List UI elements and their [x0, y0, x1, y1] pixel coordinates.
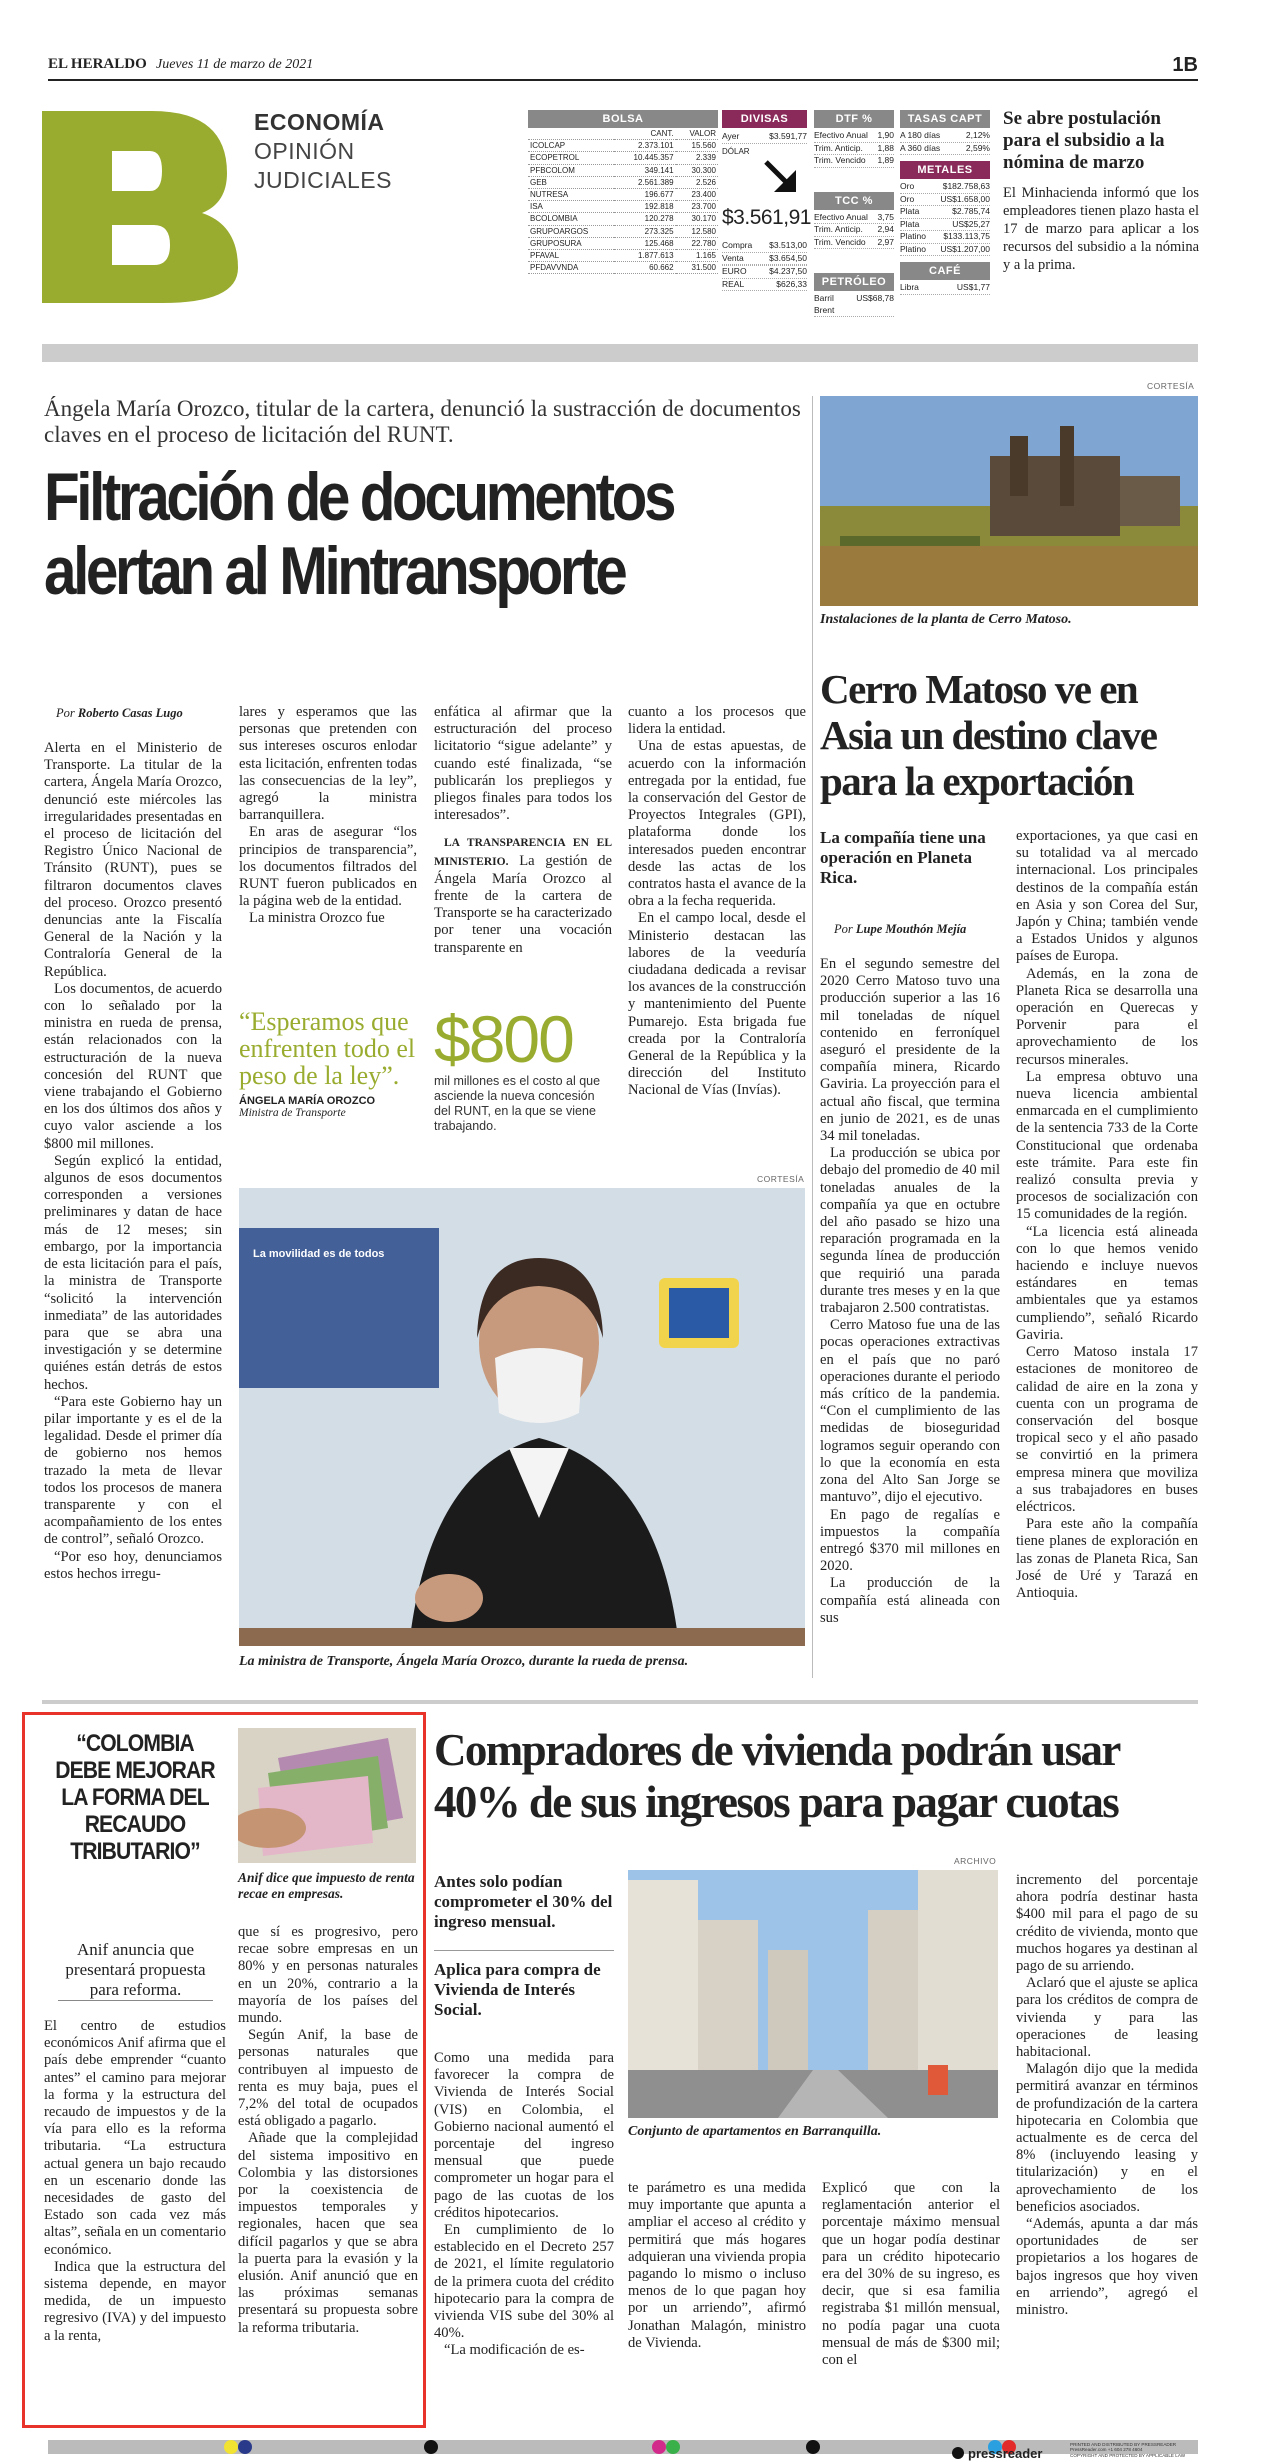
bolsa-row	[528, 189, 718, 201]
petroleo-title: PETRÓLEO	[814, 273, 894, 291]
page-number: 1B	[1172, 54, 1198, 76]
bolsa-cell: 1.165	[676, 250, 718, 262]
dtf-title: DTF %	[814, 110, 894, 128]
market-value: $2.785,74	[952, 206, 990, 216]
bolsa-cell: PFBCOLOM	[528, 164, 614, 176]
paragraph: Para este año la compañía tiene planes de exploración en las zonas de Planeta Rica, San José de Uré y Tarazá en Antioquia.	[1016, 1516, 1198, 1601]
bolsa-row	[528, 262, 718, 274]
market-label: Oro	[900, 181, 915, 191]
paragraph: En pago de regalías e impuestos la compañía entregó $370 mil millones en 2020.	[820, 1506, 1000, 1575]
money-photo-caption: Anif dice que impuesto de renta recae en empresas.	[238, 1870, 415, 1901]
vivienda-bullet1: Antes solo podían comprometer el 30% del ingreso mensual.	[434, 1872, 613, 1931]
paragraph: “La modificación de es-	[444, 2342, 585, 2359]
vivienda-col1	[434, 2050, 614, 2360]
bolsa-cell: 2.526	[676, 176, 718, 188]
divisas-title: DIVISAS	[722, 110, 807, 128]
pull-quote	[239, 1008, 429, 1119]
bolsa-cell: 31.500	[676, 262, 718, 274]
bolsa-cell: 192.818	[614, 201, 675, 213]
paragraph: En cumplimiento de lo establecido en el Decreto 257 de 2021, el límite regulatorio de la primera cuota del crédito hipotecario para la compra de vivienda VIS sube del 30% al 40%.	[434, 2222, 614, 2342]
bolsa-cell: PFDAVVNDA	[528, 262, 614, 274]
tcc-title: TCC %	[814, 192, 894, 210]
dtf-rows	[814, 130, 894, 168]
lead-kicker: Ángela María Orozco, titular de la cartera, denunció la sustracción de documentos claves en el proceso de licitación del RUNT.	[44, 396, 801, 447]
bolsa-cell: GRUPOARGOS	[528, 225, 614, 237]
market-label: Trim. Vencido	[814, 236, 866, 247]
lead-col3b: La gestión de Ángela María Orozco al frente de la cartera de Transporte se ha caracterizado por tener una vocación transparente en	[434, 852, 612, 956]
paragraph: Además, en la zona de Planeta Rica se desarrolla una operación en Querecas y Porvenir para el aprovechamiento de los recursos minerales.	[1016, 965, 1198, 1068]
paragraph: “Por eso hoy, denunciamos estos hechos irregu-	[44, 1548, 222, 1582]
paragraph: En el campo local, desde el Ministerio destacan las labores de la veeduría ciudadana dedicada a revisar los avances de la construcción y mantenimiento del Puente Pumarejo. Esta brigada fue creada por la Contraloría General de la República y la dirección del Instituto Nacional de Vías (Invías).	[628, 910, 806, 1099]
paragraph: La producción de la compañía está alineada con sus	[820, 1575, 1000, 1626]
market-label: Libra	[900, 282, 919, 292]
paragraph: En aras de asegurar “los principios de transparencia”, los documentos filtrados del RUNT fueron publicados en la página web de la entidad.	[239, 824, 417, 910]
market-row	[900, 231, 990, 244]
bolsa-row	[528, 213, 718, 225]
market-value: 2,97	[877, 236, 894, 247]
anif-col2	[238, 1924, 418, 2337]
bolsa-cell: 23.700	[676, 201, 718, 213]
market-value: 1,90	[877, 130, 894, 140]
paragraph: “Para este Gobierno hay un pilar importante y es el de la legalidad. Desde el primer día de gobierno nos hemos trazado la meta de llevar todos los procesos de manera transparente y con el acompañamiento de los entes de control”, señaló Orozco.	[44, 1393, 222, 1548]
paragraph: En el segundo semestre del 2020 Cerro Matoso tuvo una producción superior a las 16 mil toneladas de níquel contenido en ferroníquel aseguró el presidente de la compañía minera, Ricardo Gaviria. La proyección para el actual año fiscal, que termina en junio de 2021, es de unas 34 mil toneladas.	[820, 956, 1000, 1145]
bolsa-cell: 23.400	[676, 189, 718, 201]
bolsa-cell: ECOPETROL	[528, 152, 614, 164]
cerro-photo-credit: CORTESÍA	[1147, 381, 1195, 391]
market-value: 1,89	[877, 155, 894, 165]
bolsa-table	[528, 110, 718, 274]
bolsa-row	[528, 250, 718, 262]
section-economia: ECONOMÍA	[254, 109, 385, 135]
bolsa-cell: 196.677	[614, 189, 675, 201]
cerro-col2	[1016, 828, 1198, 1602]
market-value: $133.113,75	[943, 231, 990, 241]
paragraph: La producción se ubica por debajo del promedio de 40 mil toneladas anuales de la compañía ya que en octubre del año pasado se hizo una reparación programada en la segunda línea de producción que requirió una parada durante tres meses y en la que trabajaron 2.500 contratistas.	[820, 1145, 1000, 1317]
tcc-rows	[814, 212, 894, 250]
market-label: A 360 días	[900, 142, 941, 153]
lead-col1	[44, 740, 222, 1583]
bolsa-cell: GRUPOSURA	[528, 237, 614, 249]
paragraph: cuanto a los procesos que lidera la entidad.	[628, 704, 806, 738]
market-row	[814, 130, 894, 143]
vivienda-headline: Compradores de vivienda podrán usar 40% de sus ingresos para pagar cuotas	[434, 1725, 1119, 1827]
cerro-photo-caption: Instalaciones de la planta de Cerro Matoso.	[820, 612, 1072, 627]
paragraph: Explicó que con la reglamentación anterior el porcentaje máximo mensual que un hogar podía destinar para un crédito hipotecario era del 30% de su ingreso, es decir, que si esa familia registraba $1 millón mensual, no podía pagar una cuota mensual de más de $300 mil; con el	[822, 2180, 1000, 2369]
bullet-rule	[434, 1950, 614, 1951]
market-value: US$1,77	[956, 282, 990, 292]
bolsa-cell: ICOLCAP	[528, 140, 614, 152]
bolsa-cell: PFAVAL	[528, 250, 614, 262]
bolsa-col-header: VALOR	[676, 128, 718, 140]
market-label: Efectivo Anual	[814, 130, 868, 140]
market-value: $4.237,50	[769, 266, 807, 276]
market-row	[814, 224, 894, 237]
lead-photo-caption: La ministra de Transporte, Ángela María Orozco, durante la rueda de prensa.	[239, 1654, 689, 1669]
bolsa-cell: 1.877.613	[614, 250, 675, 262]
vivienda-bullet2: Aplica para compra de Vivienda de Interés Social.	[434, 1960, 601, 2019]
bolsa-row	[528, 201, 718, 213]
tasas-box	[900, 110, 990, 295]
market-value: 1,88	[877, 142, 894, 153]
lead-col2	[239, 704, 417, 928]
cerro-col1	[820, 956, 1000, 1627]
dolar-big: $3.561,91	[722, 206, 811, 229]
market-value: US$68,78	[856, 293, 894, 303]
market-label: Compra	[722, 240, 753, 250]
market-row	[814, 212, 894, 225]
apartments-photo	[628, 1870, 998, 2118]
lead-headline-line1: Filtración de documentos	[44, 459, 674, 535]
market-value: US$25,27	[952, 218, 990, 229]
cafe-rows	[900, 282, 990, 295]
section-divider	[42, 344, 1198, 362]
paragraph: incremento del porcentaje ahora podría destinar hasta $400 mil para el pago de su crédito de vivienda, monto que muchos hogares ya destinan al pago de su arriendo.	[1016, 1872, 1198, 1975]
paragraph: Malagón dijo que la medida permitirá avanzar en términos de profundización de la cartera hipotecaria en Colombia que actualmente es de cerca del 8% (incluyendo leasing y titularización) y en el aprovechamiento de los beneficios asociados.	[1016, 2061, 1198, 2215]
market-row	[900, 181, 990, 194]
petroleo-rows	[814, 293, 894, 317]
market-value: $182.758,63	[942, 181, 990, 191]
divisas-box	[722, 110, 811, 289]
bolsa-cell: GEB	[528, 176, 614, 188]
section-list	[254, 108, 392, 195]
lead-headline-line2: alertan al Mintransporte	[44, 533, 625, 609]
cerro-byline-pre: Por	[834, 922, 853, 936]
lead-byline-pre: Por	[56, 706, 75, 720]
brief-headline: Se abre postulación para el subsidio a la nómina de marzo	[1003, 108, 1165, 173]
vivienda-col3	[822, 2180, 1000, 2369]
market-value: 2,59%	[965, 142, 990, 153]
market-label: Platino	[900, 243, 926, 254]
metales-title: METALES	[900, 161, 990, 179]
paragraph: “Además, apunta a dar más oportunidades de ser propietarios a los hogares de bajos ingresos que hoy viven en arriendo”, agregó el ministro.	[1016, 2216, 1198, 2319]
pressreader-brand: pressreader	[968, 2445, 1043, 2461]
market-row	[900, 206, 990, 219]
paragraph: “La licencia está alineada con lo que hemos venido haciendo e incluye nuevos estándares en temas ambientales que ya estamos cumpliendo”, señaló Ricardo Gaviria.	[1016, 1223, 1198, 1343]
market-row	[722, 266, 807, 279]
photo-screen-text: La movilidad es de todos	[253, 1248, 385, 1260]
market-label: Efectivo Anual	[814, 211, 868, 222]
paragraph: Una de estas apuestas, de acuerdo con la información entregada por la entidad, fue la conservación del Gestor de Proyectos Integrales (GPI), plataforma donde los interesados pueden encontrar desde las actas de los contratos hasta el avance de la obra a la fecha requerida.	[628, 738, 806, 910]
market-label: Trim. Vencido	[814, 155, 866, 165]
bolsa-col-header: CANT.	[614, 128, 675, 140]
paragraph: Indica que la estructura del sistema depende, en mayor medida, de un impuesto regresivo (IVA) y del impuesto a la renta,	[44, 2258, 226, 2344]
tasas-title: TASAS CAPT	[900, 110, 990, 128]
pull-quote-name: ÁNGELA MARÍA OROZCO	[239, 1095, 376, 1107]
bolsa-cell: 12.580	[676, 225, 718, 237]
bolsa-cell: 120.278	[614, 213, 675, 225]
ayer-value: $3.591,77	[769, 131, 807, 141]
lower-divider	[42, 1700, 1198, 1704]
reg-dot-magenta	[652, 2440, 666, 2454]
bolsa-cell: 2.561.389	[614, 176, 675, 188]
pressreader-icon	[952, 2447, 964, 2459]
market-label: Trim. Anticip.	[814, 224, 863, 234]
section-judiciales: JUDICIALES	[254, 167, 392, 193]
reg-dot-green	[666, 2440, 680, 2454]
bolsa-cell: NUTRESA	[528, 189, 614, 201]
anif-deck: Anif anuncia que presentará propuesta para reforma.	[65, 1940, 206, 1999]
market-row	[814, 293, 894, 317]
anif-deck-rule	[58, 2000, 213, 2001]
cerro-deck: La compañía tiene una operación en Planeta Rica.	[820, 828, 986, 887]
paragraph: enfática al afirmar que la estructuración del proceso licitatorio “sigue adelante” y cuando esté finalizada, “se publicarán los prepliegos y pliegos finales para todos los interesados”.	[434, 704, 612, 824]
plant-photo	[820, 396, 1198, 606]
market-row	[900, 130, 990, 143]
bolsa-cell: 30.170	[676, 213, 718, 225]
bolsa-cell: 22.780	[676, 237, 718, 249]
market-row	[814, 143, 894, 156]
market-label: Plata	[900, 206, 920, 216]
market-label: Venta	[722, 252, 744, 263]
bolsa-cell: 349.141	[614, 164, 675, 176]
bolsa-cell: 60.662	[614, 262, 675, 274]
bolsa-col-header	[528, 128, 614, 140]
cafe-title: CAFÉ	[900, 262, 990, 280]
dtf-box	[814, 110, 894, 317]
paragraph: Cerro Matoso fue una de las pocas operaciones extractivas en el país que no paró operaciones durante el periodo más crítico de la pandemia. “Con el cumplimiento de las medidas de bioseguridad logramos seguir operando con lo que la economía en esta zona del Alto San Jorge se mantuvo”, dijo el ejecutivo.	[820, 1317, 1000, 1506]
ayer-label: Ayer	[722, 131, 740, 141]
reg-dot-yellow	[224, 2440, 238, 2454]
bolsa-cell: 273.325	[614, 225, 675, 237]
market-value: $3.513,00	[769, 240, 807, 250]
bolsa-row	[528, 140, 718, 152]
market-row	[900, 219, 990, 232]
market-row	[900, 282, 990, 295]
paragraph: Como una medida para favorecer la compra de Vivienda de Interés Social (VIS) en Colombia, el Gobierno nacional aumentó el porcentaje del ingreso mensual que puede comprometer un hogar para el pago de las cuotas de los créditos hipotecarios.	[434, 2050, 614, 2221]
pull-quote-role: Ministra de Transporte	[239, 1107, 346, 1119]
metales-rows	[900, 181, 990, 256]
paragraph: Los documentos, de acuerdo con lo señalado por la ministra en rueda de prensa, están relacionados con la estructuración de la nueva concesión del RUNT que viene trabajando el Gobierno en los dos últimos dos años y cuyo valor asciende a los $800 mil millones.	[44, 980, 222, 1152]
paragraph: Alerta en el Ministerio de Transporte. La titular de la cartera, Ángela María Orozco, denunció este miércoles las irregularidades presentadas en el proceso de licitación del Registro Único Nacional de Tránsito (RUNT), pues se filtraron documentos claves del proceso. Orozco presentó denuncias ante la Fiscalía General de la Nación y la Contraloría General de la República.	[44, 740, 222, 980]
paragraph: La empresa obtuvo una nueva licencia ambiental enmarcada en el cumplimiento de la sentencia 733 de la Corte Constitucional que ordenaba este trámite. Para este fin realizó consulta previa y procesos de socialización con 15 comunidades de la región.	[1016, 1068, 1198, 1223]
market-row	[900, 194, 990, 207]
bolsa-cell: 15.560	[676, 140, 718, 152]
brief	[1003, 108, 1199, 274]
vivienda-col4	[1016, 1872, 1198, 2319]
market-value: 3,75	[877, 211, 894, 222]
pull-quote-text: “Esperamos que enfrenten todo el peso de la ley”.	[239, 1007, 416, 1090]
pressreader-logo	[952, 2445, 1042, 2461]
section-letter	[42, 103, 242, 303]
paragraph: Según explicó la entidad, algunos de esos documentos corresponden a versiones preliminares y datan de hace más de 12 meses; sin embargo, por la importancia de esta licitación para el país, la ministra de Transporte “solicitó la intervención inmediata” de las autoridades para que se abra una investigación y se determine quiénes están detrás de estos hechos.	[44, 1152, 222, 1393]
market-row	[814, 237, 894, 250]
bolsa-cell: ISA	[528, 201, 614, 213]
market-row	[722, 240, 807, 253]
bolsa-row	[528, 237, 718, 249]
paragraph: exportaciones, ya que casi en su totalidad va al mercado internacional. Los principales destinos de la compañía están en Asia y son Corea del Sur, Japón y China; también vende a Estados Unidos y algunos países de Europa.	[1016, 828, 1198, 965]
bolsa-row	[528, 164, 718, 176]
paragraph: Aclaró que el ajuste se aplica para los créditos de compra de vivienda y para las operaciones de leasing habitacional.	[1016, 1975, 1198, 2061]
lead-col3	[434, 704, 612, 957]
bolsa-cell: 125.468	[614, 237, 675, 249]
tasas-rows	[900, 130, 990, 155]
cerro-headline: Cerro Matoso ve en Asia un destino clave para la exportación	[820, 666, 1157, 804]
bolsa-cell: 2.373.101	[614, 140, 675, 152]
masthead	[48, 56, 1198, 80]
fine-1: PRINTED AND DISTRIBUTED BY PRESSREADER	[1070, 2442, 1177, 2447]
fine-2: PressReader.com +1 604 278 4604	[1070, 2447, 1143, 2453]
paragraph: La ministra Orozco fue	[249, 910, 385, 927]
lead-byline	[56, 706, 183, 721]
market-value: 2,12%	[965, 130, 990, 140]
market-label: Plata	[900, 218, 920, 229]
lead-col3-sub: LA TRANSPARENCIA EN EL MINISTERIO.	[434, 837, 612, 868]
money-photo	[238, 1728, 416, 1863]
market-row	[814, 155, 894, 168]
bolsa-cell: 30.300	[676, 164, 718, 176]
market-label: A 180 días	[900, 130, 941, 140]
market-value: US$1.658,00	[940, 193, 990, 204]
market-label: Oro	[900, 193, 915, 204]
paper-name: EL HERALDO	[48, 56, 147, 72]
figure-callout	[434, 1004, 614, 1134]
market-label: Trim. Anticip.	[814, 142, 863, 153]
cerro-byline-name: Lupe Mouthón Mejía	[855, 922, 967, 936]
dolar-label: DÓLAR	[722, 146, 750, 156]
market-row	[722, 253, 807, 266]
bolsa-cell: 2.339	[676, 152, 718, 164]
apartments-photo-caption: Conjunto de apartamentos en Barranquilla.	[628, 2124, 882, 2139]
arrow-down-icon	[762, 158, 802, 198]
section-opinion: OPINIÓN	[254, 138, 355, 164]
paragraph: te parámetro es una medida muy importante que apunta a ampliar el acceso al crédito y permitirá que más hogares adquieran una vivienda propia pagando lo mismo o incluso menos de lo que pagan hoy por un arriendo”, afirmó Jonathan Malagón, ministro de Vivienda.	[628, 2180, 806, 2351]
paragraph: Cerro Matoso instala 17 estaciones de monitoreo de calidad de aire en la zona y cuenta con un programa de conservación del bosque tropical seco y el año pasado se convirtió en la primera empresa minera que moviliza a sus trabajadores en buses eléctricos.	[1016, 1344, 1198, 1515]
paragraph: que sí es progresivo, pero recae sobre empresas en un 80% y en personas naturales en un 20%, contrario a la mayoría de los países del mundo.	[238, 1924, 418, 2027]
paragraph: Según Anif, la base de personas naturales que contribuyen al impuesto de renta es muy baja, pues el 7,2% del total de ocupados está obligado a pagarlo.	[238, 2027, 418, 2130]
anif-col1	[44, 2018, 226, 2345]
anif-headline: “COLOMBIA DEBE MEJORAR LA FORMA DEL RECAUDO TRIBUTARIO”	[55, 1730, 215, 1865]
minister-photo	[239, 1188, 805, 1646]
bolsa-row	[528, 152, 718, 164]
market-label: Platino	[900, 231, 926, 241]
bolsa-cell: 10.445.357	[614, 152, 675, 164]
market-row	[900, 244, 990, 257]
vivienda-photo-credit: ARCHIVO	[954, 1856, 997, 1866]
bolsa-cell: BCOLOMBIA	[528, 213, 614, 225]
bolsa-row	[528, 176, 718, 188]
vivienda-col2	[628, 2180, 806, 2352]
reg-dot-black	[424, 2440, 438, 2454]
masthead-rule	[48, 79, 1198, 81]
paragraph: Añade que la complejidad del sistema impositivo en Colombia y las distorsiones por la coexistencia de impuestos temporales y regionales, hacen que sea difícil pagarlos y que se abra la puerta para la evasión y la elusión. Anif anunció que en las próximas semanas presentará su propuesta sobre la reforma tributaria.	[238, 2130, 418, 2336]
paragraph: El centro de estudios económicos Anif afirma que el país debe emprender “cuanto antes” el camino para mejorar la forma y la estructura del recaudo de impuestos y de la vía para ello es la reforma tributaria. “La estructura actual genera un bajo recaudo en un escenario donde las necesidades de gasto del Estado son cada vez más altas”, señala en un comentario económico.	[44, 2018, 226, 2258]
bolsa-row	[528, 225, 718, 237]
market-value: $3.654,50	[769, 252, 807, 263]
divisas-rows	[722, 240, 807, 291]
brief-body: El Minhacienda informó que los empleadores tienen plazo hasta el 17 de marzo para aplicar a los recursos del subsidio a la nómina y a la prima.	[1003, 185, 1199, 273]
market-label: Barril Brent	[814, 293, 835, 315]
cerro-byline	[834, 922, 966, 937]
market-value: $626,33	[776, 278, 807, 289]
market-value: 2,94	[877, 224, 894, 234]
lead-photo-credit: CORTESÍA	[757, 1174, 805, 1184]
lead-col4	[628, 704, 806, 1100]
lead-headline	[44, 460, 698, 608]
reg-dot-black2	[806, 2440, 820, 2454]
bolsa-rows	[528, 128, 718, 274]
figure-text: mil millones es el costo al que asciende la nueva concesión del RUNT, en la que se viene trabajando.	[434, 1074, 601, 1133]
pressreader-fine	[1070, 2442, 1185, 2458]
fine-3: COPYRIGHT AND PROTECTED BY APPLICABLE LAW	[1070, 2452, 1186, 2458]
lead-byline-name: Roberto Casas Lugo	[77, 706, 183, 720]
market-row	[900, 143, 990, 156]
column-rule	[812, 396, 813, 1678]
reg-dot-blue	[238, 2440, 252, 2454]
market-value: US$1.207,00	[940, 243, 990, 254]
figure-value: $800	[434, 1002, 573, 1076]
bolsa-title: BOLSA	[528, 110, 718, 128]
paragraph: lares y esperamos que las personas que pretenden con sus intereses oscuros enlodar esta licitación, enfrenten todas las consecuencias de la ley”, agregó la ministra barranquillera.	[239, 704, 417, 824]
issue-date: Jueves 11 de marzo de 2021	[156, 57, 314, 72]
market-row	[722, 279, 807, 292]
market-label: REAL	[722, 278, 745, 289]
market-label: EURO	[722, 266, 747, 276]
